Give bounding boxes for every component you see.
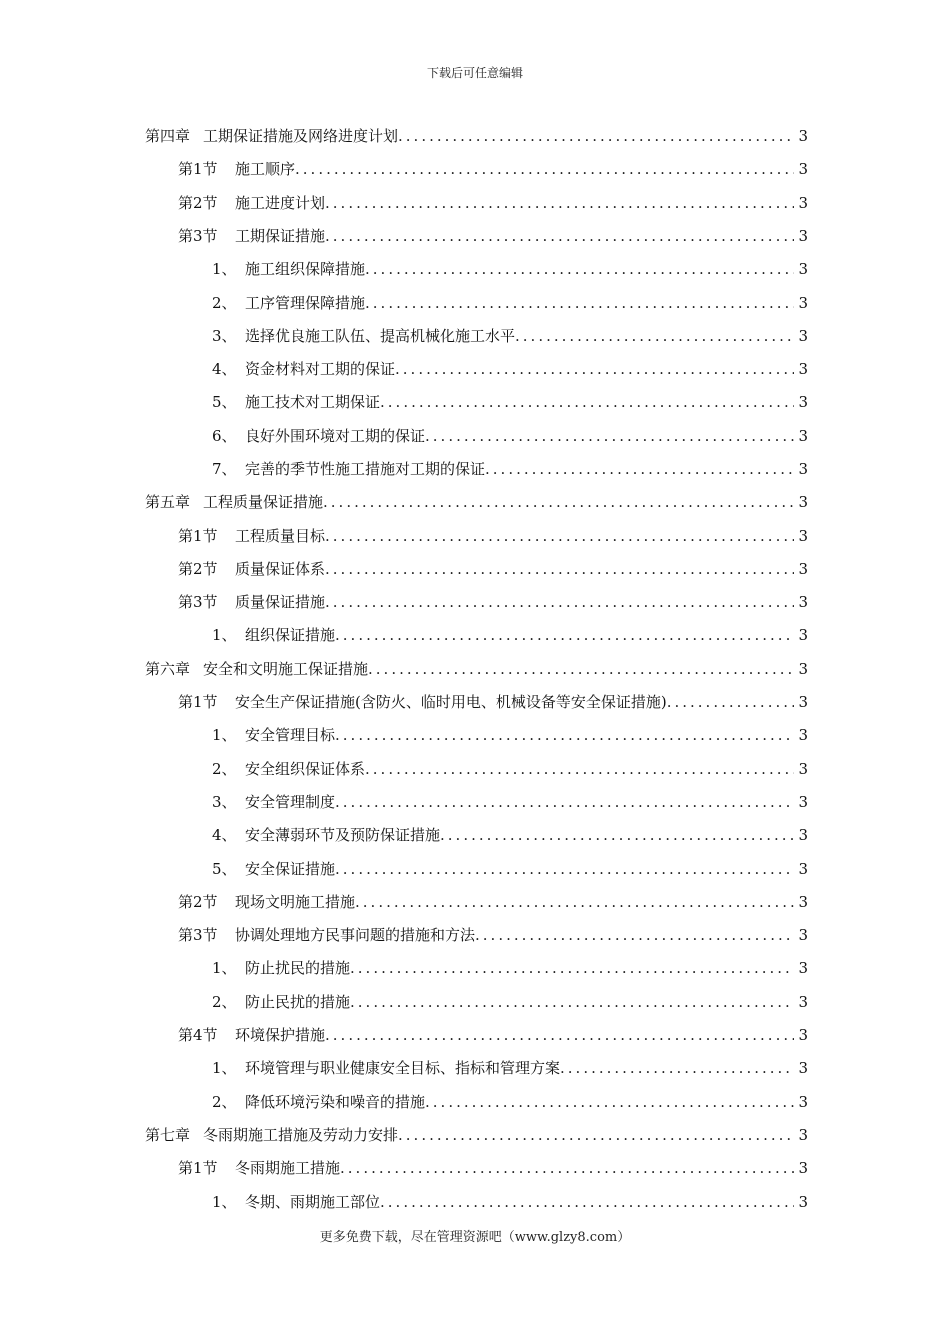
toc-entry-title: 施工顺序 [235,160,296,178]
toc-entry-number: 1、 [212,626,237,644]
toc-entry-title: 工序管理保障措施 [245,294,366,312]
toc-entry-title: 协调处理地方民事问题的措施和方法 [235,926,476,944]
toc-dot-leader [325,189,794,217]
toc-entry-title: 安全管理制度 [245,793,336,811]
toc-entry-number: 第3节 [178,227,218,245]
toc-dot-leader [325,222,794,250]
toc-page-number: 3 [798,660,808,678]
toc-page-number: 3 [798,1159,808,1177]
toc-dot-leader [325,555,794,583]
toc-entry-title: 冬雨期施工措施 [235,1159,341,1177]
toc-entry-number: 2、 [212,1093,237,1111]
toc-dot-leader [355,888,794,916]
toc-page-number: 3 [798,793,808,811]
page-header: 下载后可任意编辑 [426,66,523,80]
toc-page-number: 3 [798,360,808,378]
toc-entry[interactable] [178,222,808,250]
toc-entry-title: 良好外围环境对工期的保证 [245,427,426,445]
toc-entry[interactable] [145,122,808,150]
toc-page-number: 3 [798,760,808,778]
toc-page-number: 3 [798,693,808,711]
toc-entry-number: 3、 [212,793,237,811]
toc-page-number: 3 [798,327,808,345]
toc-dot-leader [425,422,794,450]
toc-dot-leader [325,588,794,616]
toc-entry-number: 1、 [212,260,237,278]
toc-entry-number: 第3节 [178,926,218,944]
toc-entry-number: 1、 [212,959,237,977]
toc-entry-title: 工程质量目标 [235,527,326,545]
toc-entry[interactable] [178,155,808,183]
toc-entry-number: 6、 [212,427,237,445]
toc-entry[interactable] [212,855,808,883]
toc-entry-title: 现场文明施工措施 [235,893,356,911]
toc-entry-number: 1、 [212,1059,237,1077]
toc-page-number: 3 [798,1093,808,1111]
toc-entry-number: 第2节 [178,893,218,911]
toc-entry-number: 3、 [212,327,237,345]
toc-entry[interactable] [212,1088,808,1116]
toc-entry-title: 工程质量保证措施 [203,493,324,511]
toc-entry-title: 防止民扰的措施 [245,993,351,1011]
toc-entry[interactable] [145,1121,808,1149]
toc-entry[interactable] [178,588,808,616]
toc-entry[interactable] [212,721,808,749]
toc-entry[interactable] [212,322,808,350]
toc-entry-title: 环境管理与职业健康安全目标、指标和管理方案 [245,1059,561,1077]
toc-entry[interactable] [212,455,808,483]
toc-entry-number: 4、 [212,360,237,378]
toc-entry-title: 安全和文明施工保证措施 [203,660,369,678]
toc-entry-title: 施工组织保障措施 [245,260,366,278]
toc-entry-number: 第六章 [145,660,191,678]
toc-page-number: 3 [798,993,808,1011]
toc-entry[interactable] [212,289,808,317]
toc-dot-leader [335,621,794,649]
toc-entry[interactable] [145,655,808,683]
toc-entry-title: 工期保证措施 [235,227,326,245]
toc-dot-leader [368,655,794,683]
toc-dot-leader [350,954,794,982]
toc-entry-number: 第1节 [178,693,218,711]
toc-entry[interactable] [212,621,808,649]
toc-page-number: 3 [798,160,808,178]
toc-dot-leader [380,388,794,416]
toc-dot-leader [398,122,794,150]
toc-dot-leader [398,1121,794,1149]
toc-dot-leader [365,289,794,317]
toc-entry-number: 第四章 [145,127,191,145]
toc-entry[interactable] [212,1054,808,1082]
toc-page-number: 3 [798,260,808,278]
toc-entry-title: 防止扰民的措施 [245,959,351,977]
toc-dot-leader [325,522,794,550]
toc-dot-leader [335,721,794,749]
toc-entry[interactable] [212,755,808,783]
toc-page-number: 3 [798,294,808,312]
toc-page-number: 3 [798,194,808,212]
toc-entry-title: 质量保证措施 [235,593,326,611]
toc-dot-leader [475,921,794,949]
toc-page-number: 3 [798,1193,808,1211]
toc-entry-title: 质量保证体系 [235,560,326,578]
toc-page-number: 3 [798,626,808,644]
toc-page-number: 3 [798,1126,808,1144]
toc-entry-number: 第2节 [178,194,218,212]
toc-entry[interactable] [212,1188,808,1216]
toc-entry-number: 2、 [212,294,237,312]
toc-entry-title: 安全保证措施 [245,860,336,878]
toc-page-number: 3 [798,1026,808,1044]
toc-entry-title: 冬期、雨期施工部位 [245,1193,381,1211]
toc-entry[interactable] [178,522,808,550]
toc-entry[interactable] [212,788,808,816]
toc-page-number: 3 [798,460,808,478]
toc-entry-title: 安全生产保证措施(含防火、临时用电、机械设备等安全保证措施) [235,693,667,711]
toc-dot-leader [295,155,794,183]
toc-page-number: 3 [798,227,808,245]
toc-dot-leader [515,322,794,350]
toc-entry[interactable] [145,488,808,516]
toc-page-number: 3 [798,393,808,411]
toc-entry-number: 第七章 [145,1126,191,1144]
toc-entry-number: 第3节 [178,593,218,611]
toc-page-number: 3 [798,127,808,145]
toc-entry[interactable] [212,255,808,283]
toc-page-number: 3 [798,1059,808,1077]
toc-entry-title: 施工技术对工期保证 [245,393,381,411]
toc-entry-number: 2、 [212,993,237,1011]
toc-dot-leader [560,1054,794,1082]
toc-page-number: 3 [798,560,808,578]
toc-entry[interactable] [212,388,808,416]
toc-dot-leader [667,688,795,716]
toc-entry[interactable] [212,355,808,383]
toc-dot-leader [325,1021,794,1049]
toc-page-number: 3 [798,860,808,878]
toc-entry[interactable] [212,954,808,982]
toc-page-number: 3 [798,427,808,445]
toc-entry-title: 安全薄弱环节及预防保证措施 [245,826,441,844]
toc-entry-number: 第4节 [178,1026,218,1044]
toc-entry[interactable] [178,555,808,583]
toc-entry-title: 降低环境污染和噪音的措施 [245,1093,426,1111]
toc-entry-number: 第1节 [178,160,218,178]
toc-entry[interactable] [178,1154,808,1182]
toc-entry-number: 5、 [212,860,237,878]
toc-entry-title: 冬雨期施工措施及劳动力安排 [203,1126,399,1144]
toc-page-number: 3 [798,527,808,545]
toc-dot-leader [323,488,794,516]
toc-entry[interactable] [212,821,808,849]
toc-dot-leader [365,255,794,283]
toc-dot-leader [335,855,794,883]
toc-entry-title: 完善的季节性施工措施对工期的保证 [245,460,486,478]
toc-entry[interactable] [178,1021,808,1049]
toc-entry[interactable] [178,189,808,217]
toc-page-number: 3 [798,926,808,944]
toc-entry-title: 施工进度计划 [235,194,326,212]
toc-entry-number: 第2节 [178,560,218,578]
toc-dot-leader [340,1154,794,1182]
toc-page-number: 3 [798,726,808,744]
toc-dot-leader [380,1188,794,1216]
toc-page-number: 3 [798,959,808,977]
page-footer: 更多免费下载，尽在管理资源吧（www.glzy8.com） [319,1230,631,1245]
toc-entry-number: 第1节 [178,527,218,545]
toc-page-number: 3 [798,593,808,611]
toc-entry-number: 7、 [212,460,237,478]
toc-dot-leader [350,988,794,1016]
toc-entry-title: 环境保护措施 [235,1026,326,1044]
toc-entry-number: 4、 [212,826,237,844]
toc-entry-number: 1、 [212,1193,237,1211]
toc-dot-leader [395,355,794,383]
toc-entry-title: 资金材料对工期的保证 [245,360,396,378]
toc-entry-title: 组织保证措施 [245,626,336,644]
toc-dot-leader [425,1088,794,1116]
toc-entry[interactable] [178,888,808,916]
toc-entry[interactable] [178,921,808,949]
toc-entry[interactable] [212,422,808,450]
toc-entry-title: 选择优良施工队伍、提高机械化施工水平 [245,327,516,345]
toc-dot-leader [335,788,794,816]
toc-page-number: 3 [798,893,808,911]
toc-entry-number: 第1节 [178,1159,218,1177]
toc-entry-title: 安全管理目标 [245,726,336,744]
toc-dot-leader [485,455,794,483]
toc-dot-leader [365,755,794,783]
toc-entry[interactable] [212,988,808,1016]
toc-entry-number: 1、 [212,726,237,744]
toc-entry-title: 工期保证措施及网络进度计划 [203,127,399,145]
toc-page-number: 3 [798,826,808,844]
toc-entry[interactable] [178,688,808,716]
toc-entry-number: 2、 [212,760,237,778]
toc-entry-title: 安全组织保证体系 [245,760,366,778]
toc-entry-number: 第五章 [145,493,191,511]
toc-dot-leader [440,821,794,849]
toc-entry-number: 5、 [212,393,237,411]
toc-page-number: 3 [798,493,808,511]
